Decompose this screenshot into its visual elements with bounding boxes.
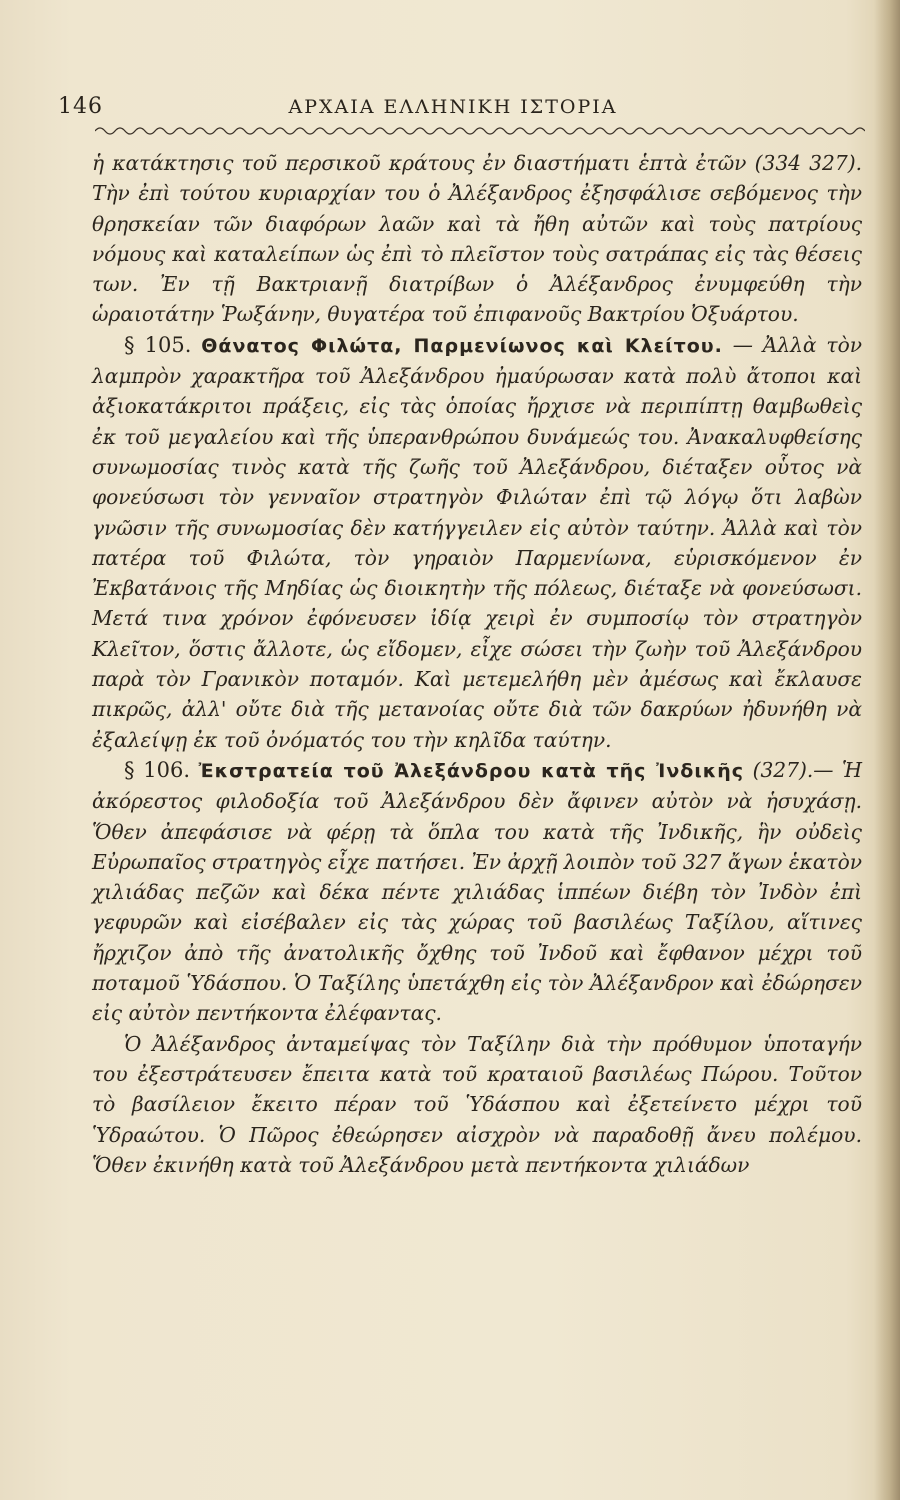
paragraph-intro: ἡ κατάκτησις τοῦ περσικοῦ κράτους ἐν διαστήματι ἑπτὰ ἐτῶν (334 327). Τὴν ἐπὶ τούτου κυριαρχίαν του ὁ Ἀλέξανδρος ἐξησφάλισε σεβόμενος τὴν θρησκείαν τῶν διαφόρων λαῶν καὶ τὰ ἤθη αὐτῶν καὶ τοὺς πατρίους νόμους καὶ καταλείπων ὡς ἐπὶ τὸ πλεῖστον τοὺς σατράπας εἰς τὰς θέσεις των. Ἐν τῇ Βακτριανῇ διατρίβων ὁ Ἀλέξανδρος ἐνυμφεύθη τὴν ὡραιοτάτην Ῥωξάνην, θυγατέρα τοῦ ἐπιφανοῦς Βακτρίου Ὀξυάρτου.	[92, 151, 862, 327]
section-105-title: Θάνατος Φιλώτα, Παρμενίωνος καὶ Κλείτου.	[201, 334, 723, 357]
section-105-number: § 105.	[124, 332, 192, 357]
body-text	[92, 148, 862, 1180]
section-106-text: (327).— Ἡ ἀκόρεστος φιλοδοξία τοῦ Ἀλεξάνδρου δὲν ἄφινεν αὐτὸν νὰ ἡσυχάσῃ. Ὅθεν ἀπεφάσισε νὰ φέρῃ τὰ ὅπλα του κατὰ τῆς Ἰνδικῆς, ἣν οὐδεὶς Εὐρωπαῖος στρατηγὸς εἶχε πατήσει. Ἐν ἀρχῇ λοιπὸν τοῦ 327 ἄγων ἑκατὸν χιλιάδας πεζῶν καὶ δέκα πέντε χιλιάδας ἱππέων διέβη τὸν Ἰνδὸν ἐπὶ γεφυρῶν καὶ εἰσέβαλεν εἰς τὰς χώρας τοῦ βασιλέως Ταξίλου, αἵτινες ἤρχιζον ἀπὸ τῆς ἀνατολικῆς ὄχθης τοῦ Ἰνδοῦ καὶ ἔφθανον μέχρι τοῦ ποταμοῦ Ὑδάσπου. Ὁ Ταξίλης ὑπετάχθη εἰς τὸν Ἀλέξανδρον καὶ ἐδώρησεν εἰς αὐτὸν πεντήκοντα ἐλέφαντας.	[92, 757, 863, 1026]
section-105	[92, 330, 862, 755]
running-title: ΑΡΧΑΙΑ ΕΛΛΗΝΙΚΗ ΙΣΤΟΡΙΑ	[288, 96, 618, 118]
page-edge-shadow	[874, 0, 900, 1500]
section-106-number: § 106.	[124, 757, 191, 782]
section-106-title: Ἐκστρατεία τοῦ Ἀλεξάνδρου κατὰ τῆς Ἰνδικῆς	[198, 759, 745, 782]
page-number: 146	[58, 94, 103, 119]
page-header	[58, 92, 848, 128]
section-105-text: — Ἀλλὰ τὸν λαμπρὸν χαρακτῆρα τοῦ Ἀλεξάνδρου ἠμαύρωσαν κατὰ πολὺ ἄτοποι καὶ ἀξιοκατάκριτοι πράξεις, εἰς τὰς ὁποίας ἤρχισε νὰ περιπίπτῃ θαμβωθεὶς ἐκ τοῦ μεγαλείου καὶ τῆς ὑπερανθρώπου δυνάμεώς του. Ἀνακαλυφθείσης συνωμοσίας τινὸς κατὰ τῆς ζωῆς τοῦ Ἀλεξάνδρου, διέταξεν οὗτος νὰ φονεύσωσι τὸν γενναῖον στρατηγὸν Φιλώταν ἐπὶ τῷ λόγῳ ὅτι λαβὼν γνῶσιν τῆς συνωμοσίας δὲν κατήγγειλεν εἰς αὐτὸν ταύτην. Ἀλλὰ καὶ τὸν πατέρα τοῦ Φιλώτα, τὸν γηραιὸν Παρμενίωνα, εὑρισκόμενον ἐν Ἐκβατάνοις τῆς Μηδίας ὡς διοικητὴν τῆς πόλεως, διέταξε νὰ φονεύσωσι. Μετά τινα χρόνον ἐφόνευσεν ἰδίᾳ χειρὶ ἐν συμποσίῳ τὸν στρατηγὸν Κλεῖτον, ὅστις ἄλλοτε, ὡς εἴδομεν, εἶχε σώσει τὴν ζωὴν τοῦ Ἀλεξάνδρου παρὰ τὸν Γρανικὸν ποταμόν. Καὶ μετεμελήθη μὲν ἀμέσως καὶ ἔκλαυσε πικρῶς, ἀλλ' οὔτε διὰ τῆς μετανοίας οὔτε διὰ τῶν δακρύων ἠδυνήθη νὰ ἐξαλείψῃ ἐκ τοῦ ὀνόματός του τὴν κηλῖδα ταύτην.	[92, 332, 863, 752]
paragraph-poros: Ὁ Ἀλέξανδρος ἀνταμείψας τὸν Ταξίλην διὰ τὴν πρόθυμον ὑποταγήν του ἐξεστράτευσεν ἔπειτα κατὰ τοῦ κραταιοῦ βασιλέως Πώρου. Τοῦτον τὸ βασίλειον ἔκειτο πέραν τοῦ Ὑδάσπου καὶ ἐξετείνετο μέχρι τοῦ Ὑδραώτου. Ὁ Πῶρος ἐθεώρησεν αἰσχρὸν νὰ παραδοθῇ ἄνευ πολέμου. Ὅθεν ἐκινήθη κατὰ τοῦ Ἀλεξάνδρου μετὰ πεντήκοντα χιλιάδων	[92, 1031, 862, 1177]
section-106	[92, 755, 862, 1029]
decorative-wavy-rule	[95, 124, 865, 138]
